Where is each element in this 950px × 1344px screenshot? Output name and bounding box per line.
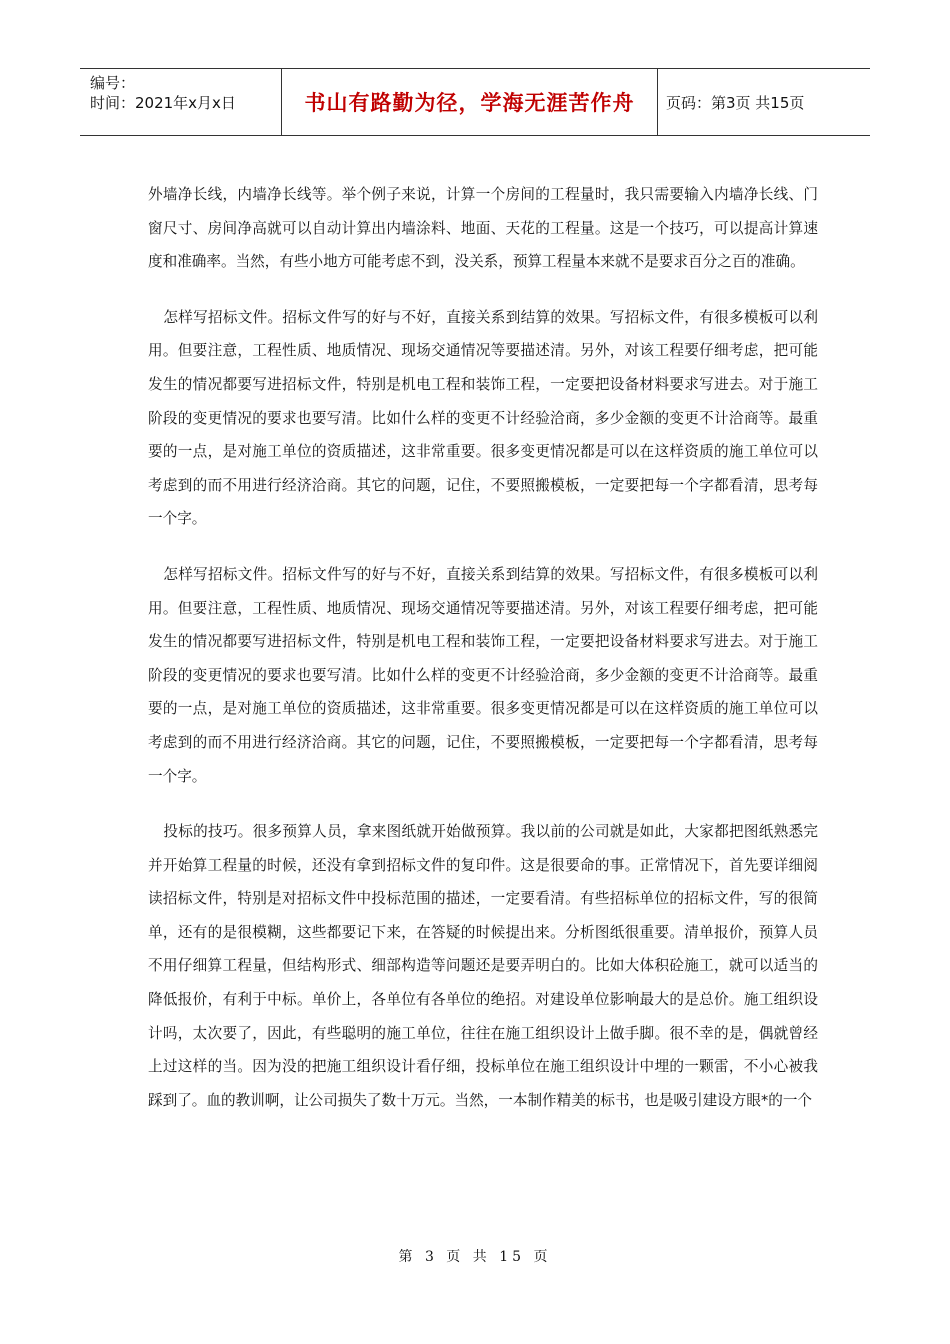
header-page-label: 页码：第3页 共15页 bbox=[666, 93, 805, 112]
document-header bbox=[80, 68, 870, 136]
header-meta bbox=[80, 69, 282, 135]
body-paragraph: 怎样写招标文件。招标文件写的好与不好，直接关系到结算的效果。写招标文件，有很多模板可以利用。但要注意，工程性质、地质情况、现场交通情况等要描述清。另外，对该工程要仔细考虑，把可能发生的情况都要写进招标文件，特别是机电工程和装饰工程，一定要把设备材料要求写进去。对于施工阶段的变更情况的要求也要写清。比如什么样的变更不计经验洽商，多少金额的变更不计洽商等。最重要的一点，是对施工单位的资质描述，这非常重要。很多变更情况都是可以在这样资质的施工单位可以考虑到的而不用进行经济洽商。其它的问题，记住，不要照搬模板，一定要把每一个字都看清，思考每一个字。 bbox=[148, 308, 818, 528]
body-paragraph: 投标的技巧。很多预算人员，拿来图纸就开始做预算。我以前的公司就是如此，大家都把图纸熟悉完并开始算工程量的时候，还没有拿到招标文件的复印件。这是很要命的事。正常情况下，首先要详细阅读招标文件，特别是对招标文件中投标范围的描述，一定要看清。有些招标单位的招标文件，写的很简单，还有的是很模糊，这些都要记下来，在答疑的时候提出来。分析图纸很重要。清单报价，预算人员不用仔细算工程量，但结构形式、细部构造等问题还是要弄明白的。比如大体积砼施工，就可以适当的降低报价，有利于中标。单价上，各单位有各单位的绝招。对建设单位影响最大的是总价。施工组织设计吗，太次要了，因此，有些聪明的施工单位，往往在施工组织设计上做手脚。很不幸的是，偶就曾经上过这样的当。因为没的把施工组织设计看仔细，投标单位在施工组织设计中埋的一颗雷，不小心被我踩到了。血的教训啊，让公司损失了数十万元。当然，一本制作精美的标书，也是吸引建设方眼*的一个 bbox=[148, 823, 818, 1109]
document-date-label: 时间：2021年x月x日 bbox=[90, 94, 236, 112]
body-paragraph: 怎样写招标文件。招标文件写的好与不好，直接关系到结算的效果。写招标文件，有很多模板可以利用。但要注意，工程性质、地质情况、现场交通情况等要描述清。另外，对该工程要仔细考虑，把可能发生的情况都要写进招标文件，特别是机电工程和装饰工程，一定要把设备材料要求写进去。对于施工阶段的变更情况的要求也要写清。比如什么样的变更不计经验洽商，多少金额的变更不计洽商等。最重要的一点，是对施工单位的资质描述，这非常重要。很多变更情况都是可以在这样资质的施工单位可以考虑到的而不用进行经济洽商。其它的问题，记住，不要照搬模板，一定要把每一个字都看清，思考每一个字。 bbox=[148, 565, 818, 785]
header-motto: 书山有路勤为径，学海无涯苦作舟 bbox=[304, 91, 635, 115]
document-body bbox=[148, 178, 818, 1139]
header-motto-cell bbox=[282, 69, 658, 135]
body-paragraph: 外墙净长线，内墙净长线等。举个例子来说，计算一个房间的工程量时，我只需要输入内墙净长线、门窗尺寸、房间净高就可以自动计算出内墙涂料、地面、天花的工程量。这是一个技巧，可以提高计算速度和准确率。当然，有些小地方可能考虑不到，没关系，预算工程量本来就不是要求百分之百的准确。 bbox=[148, 186, 818, 271]
document-number-label: 编号： bbox=[90, 74, 136, 92]
header-page-cell bbox=[658, 69, 870, 135]
page-footer: 第 3 页 共 15 页 bbox=[398, 1249, 552, 1265]
